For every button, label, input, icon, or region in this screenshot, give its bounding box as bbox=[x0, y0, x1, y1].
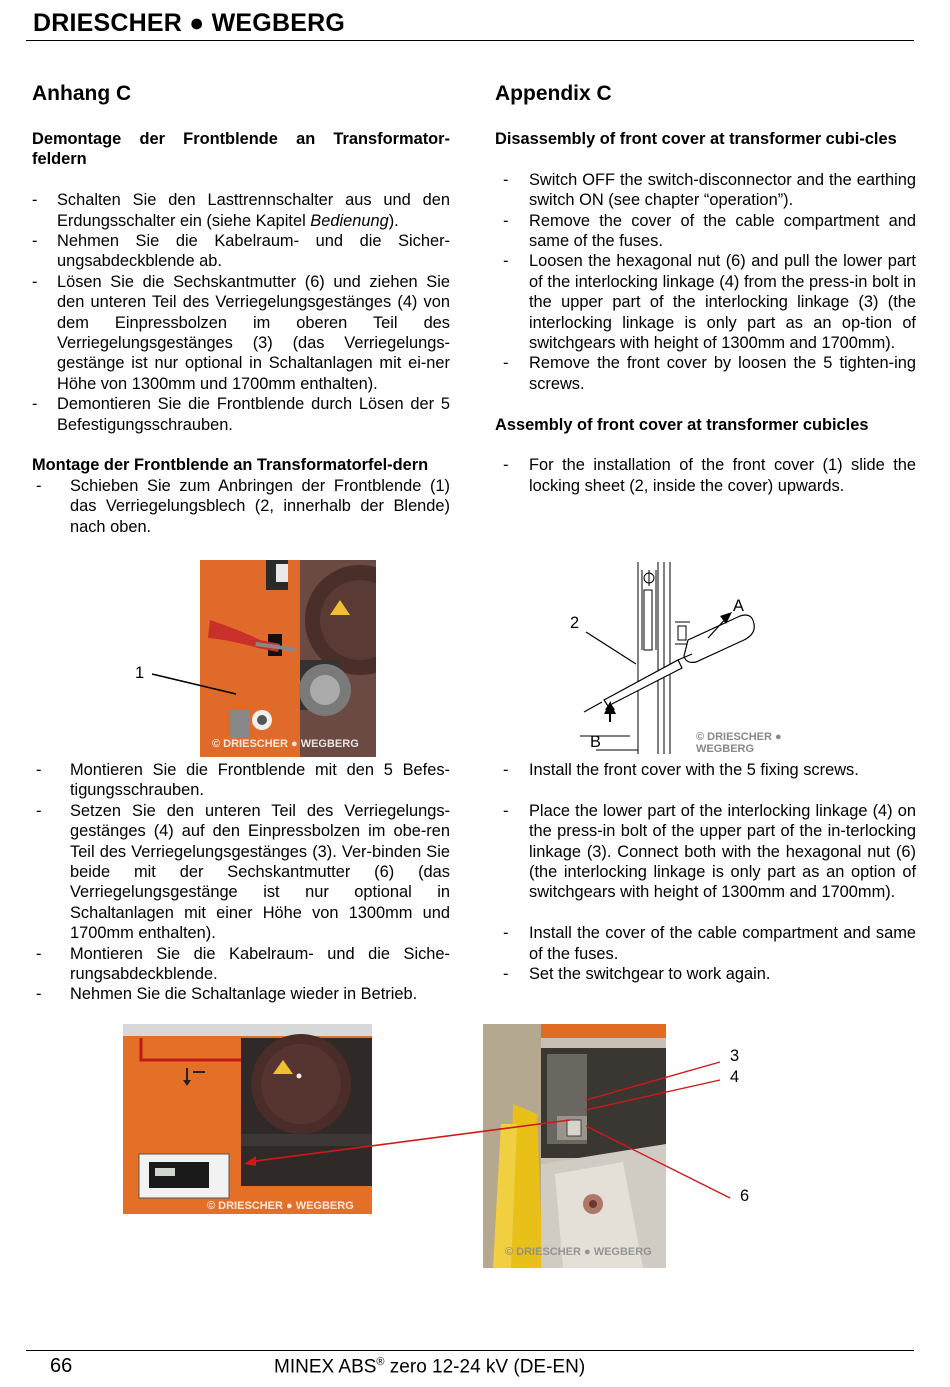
german-assembly-heading: Montage der Frontblende an Transformatorfel-dern bbox=[32, 456, 429, 475]
callout-2: 2 bbox=[570, 614, 580, 632]
list-item: - Nehmen Sie die Kabelraum- und die Sicher-ungsabdeckblende ab. bbox=[32, 231, 450, 272]
list-item: - Lösen Sie die Sechskantmutter (6) und ziehen Sie den unteren Teil des Verriegelungsgestänges (4) von dem Einpressbolzen im oberen Teil des Verriegelungsgestänges (3) (das Verriegelungs-gestänge ist nur optional in Schaltanlagen mit ei-ner Höhe von 1300mm und 1700mm enthalten). bbox=[32, 272, 450, 394]
list-item: - Demontieren Sie die Frontblende durch Lösen der 5 Befestigungsschrauben. bbox=[32, 394, 450, 435]
german-title: Anhang C bbox=[32, 82, 132, 105]
german-assembly-steps-continued bbox=[32, 760, 450, 1005]
callout-4: 4 bbox=[730, 1068, 740, 1086]
header-rule bbox=[26, 40, 914, 41]
callout-a: A bbox=[733, 597, 744, 615]
english-disassembly-steps bbox=[495, 170, 916, 394]
german-assembly-steps bbox=[32, 476, 450, 537]
english-assembly-steps bbox=[495, 455, 916, 496]
english-title: Appendix C bbox=[495, 82, 612, 105]
callout-b: B bbox=[590, 733, 601, 751]
document-title: MINEX ABS® zero 12-24 kV (DE-EN) bbox=[274, 1356, 586, 1378]
german-disassembly-heading: Demontage der Frontblende an Transformator-feldern bbox=[32, 130, 450, 169]
callout-1-leader bbox=[150, 670, 240, 700]
english-column bbox=[495, 80, 916, 496]
list-item: - Install the cover of the cable compartment and same of the fuses. bbox=[495, 923, 916, 964]
list-item: - Montieren Sie die Frontblende mit den 5 Befes-tigungsschrauben. bbox=[32, 760, 450, 801]
list-item: - Set the switchgear to work again. bbox=[495, 964, 916, 984]
list-item: - Schieben Sie zum Anbringen der Frontblende (1) das Verriegelungsblech (2, innerhalb der Blende) nach oben. bbox=[32, 476, 450, 537]
drawing-watermark: © DRIESCHER ● WEGBERG bbox=[696, 731, 782, 755]
german-column bbox=[32, 80, 450, 537]
list-item: - Remove the cover of the cable compartment and same of the fuses. bbox=[495, 211, 916, 252]
list-item: - Switch OFF the switch-disconnector and the earthing switch ON (see chapter “operation”). bbox=[495, 170, 916, 211]
list-item: - Loosen the hexagonal nut (6) and pull the lower part of the interlocking linkage (4) from the press-in bolt in the upper part of the interlocking linkage (3) (the interlocking linkage is only part as an op-tion of switchgears with height of 1300mm and 1700mm). bbox=[495, 251, 916, 353]
german-disassembly-steps bbox=[32, 190, 450, 435]
list-item: - Montieren Sie die Kabelraum- und die Siche-rungsabdeckblende. bbox=[32, 944, 450, 985]
callout-1: 1 bbox=[135, 664, 145, 682]
company-header: DRIESCHER ● WEGBERG bbox=[33, 9, 345, 37]
footer-rule bbox=[26, 1350, 914, 1351]
callout-3: 3 bbox=[730, 1047, 740, 1065]
list-item: - Remove the front cover by loosen the 5 tighten-ing screws. bbox=[495, 353, 916, 394]
list-item: - For the installation of the front cover (1) slide the locking sheet (2, inside the cover) upwards. bbox=[495, 455, 916, 496]
page-number: 66 bbox=[50, 1355, 73, 1377]
list-item: - Schalten Sie den Lasttrennschalter aus und den Erdungsschalter ein (siehe Kapitel Bedienung). bbox=[32, 190, 450, 231]
list-item: - Install the front cover with the 5 fixing screws. bbox=[495, 760, 916, 780]
english-disassembly-heading: Disassembly of front cover at transformer cubi-cles bbox=[495, 130, 897, 148]
front-cover-photo bbox=[200, 560, 376, 757]
list-item: - Nehmen Sie die Schaltanlage wieder in Betrieb. bbox=[32, 984, 450, 1004]
callout-6: 6 bbox=[740, 1187, 750, 1205]
english-assembly-heading: Assembly of front cover at transformer cubicles bbox=[495, 415, 869, 434]
photo-watermark: © DRIESCHER ● WEGBERG bbox=[212, 738, 359, 750]
photo-watermark: © DRIESCHER ● WEGBERG bbox=[505, 1246, 652, 1258]
callout-leaders bbox=[240, 1040, 760, 1210]
english-assembly-steps-continued bbox=[495, 760, 916, 984]
photo-watermark: © DRIESCHER ● WEGBERG bbox=[207, 1200, 354, 1212]
list-item: - Place the lower part of the interlocking linkage (4) on the press-in bolt of the upper part of the in-terlocking linkage (3). Connect both with the hexagonal nut (6) (the interlocking linkage is only part as an option of switchgears with height of 1300mm and 1700mm). bbox=[495, 801, 916, 903]
locking-sheet-drawing bbox=[560, 560, 840, 760]
list-item: - Setzen Sie den unteren Teil des Verriegelungs-gestänges (4) auf den Einpressbolzen im obe-ren Teil des Verriegelungsgestänges (3). Ver-binden Sie beide mit der Sechskantmutter (6) (das Verriegelungsgestänge ist nur optional in Schaltanlagen mit einer Höhe von 1300mm und 1700mm enthalten). bbox=[32, 801, 450, 944]
